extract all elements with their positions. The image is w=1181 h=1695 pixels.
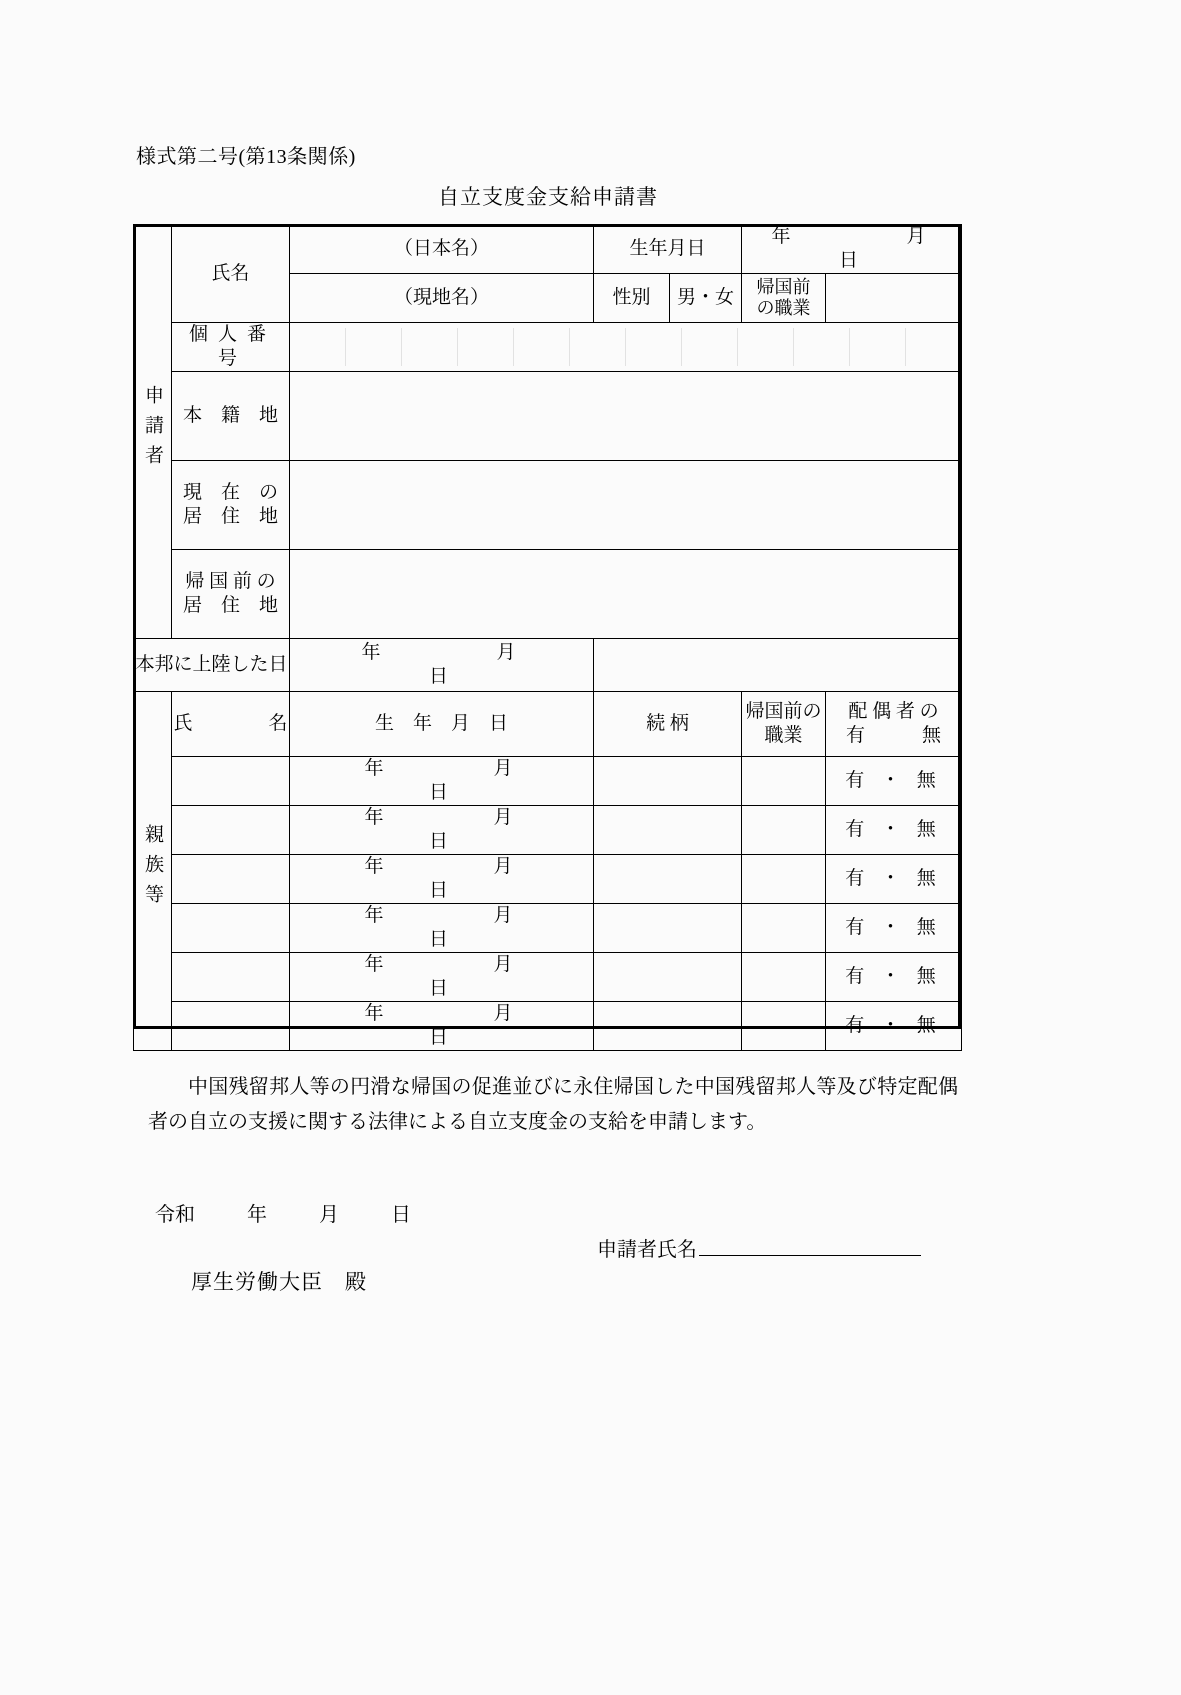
gender-label: 性別 — [612, 287, 651, 309]
arrival-date-label: 本邦に上陸した日 — [135, 653, 288, 675]
relative-name-cell[interactable] — [172, 952, 290, 1001]
table-row — [134, 805, 962, 854]
relative-occupation-cell[interactable] — [742, 952, 826, 1001]
pre-return-residence-label-cell — [172, 549, 290, 638]
date-line — [155, 1198, 411, 1227]
my-number-box[interactable] — [514, 328, 570, 366]
relative-birthdate-cell[interactable] — [290, 1001, 623, 1050]
relative-birthdate: 年 月 日 — [364, 855, 623, 901]
relative-spouse: 有 ・ 無 — [845, 867, 942, 889]
my-number-box[interactable] — [738, 328, 794, 366]
birthdate-value-field[interactable] — [742, 225, 1042, 274]
relatives-col-spouse — [826, 691, 962, 756]
relatives-col-relation — [594, 691, 742, 756]
relative-birthdate-cell[interactable] — [290, 903, 623, 952]
relatives-section-label — [134, 691, 172, 1050]
addressee: 厚生労働大臣 殿 — [191, 1270, 367, 1294]
gender-label-cell — [594, 274, 670, 323]
my-number-box[interactable] — [290, 328, 346, 366]
japanese-name-label: （日本名） — [394, 238, 490, 260]
relative-name-cell[interactable] — [172, 805, 290, 854]
relative-name-cell[interactable] — [172, 756, 290, 805]
row-registered-domicile — [134, 371, 962, 460]
gender-options-cell[interactable] — [670, 274, 742, 323]
table-row — [134, 854, 962, 903]
date-year-label[interactable]: 年 — [247, 1204, 267, 1226]
relative-spouse-cell[interactable] — [826, 805, 962, 854]
current-residence-field[interactable] — [290, 460, 962, 549]
my-number-field[interactable] — [290, 323, 962, 372]
relative-birthdate: 年 月 日 — [364, 904, 623, 950]
my-number-box[interactable] — [906, 328, 961, 366]
current-residence-label-line2: 居 住 地 — [183, 505, 279, 527]
arrival-date-value: 年 月 日 — [361, 641, 632, 687]
birthdate-value: 年 月 日 — [771, 226, 1042, 271]
relative-birthdate-cell[interactable] — [290, 952, 623, 1001]
japanese-name-field[interactable] — [290, 225, 594, 274]
relatives-col-birthdate-text: 生 年 月 日 — [375, 712, 509, 734]
pre-return-occupation-label-line2: の職業 — [756, 298, 811, 318]
relative-spouse-cell[interactable] — [826, 756, 962, 805]
application-table — [133, 224, 1042, 1051]
signature-rule[interactable] — [699, 1237, 921, 1256]
relatives-col-name — [172, 691, 290, 756]
applicant-signature-line — [597, 1233, 921, 1262]
my-number-box[interactable] — [570, 328, 626, 366]
my-number-box[interactable] — [682, 328, 738, 366]
relatives-col-spouse-line1: 配 偶 者 の — [848, 700, 939, 722]
registered-domicile-label: 本 籍 地 — [183, 404, 279, 426]
relative-name-cell[interactable] — [172, 1001, 290, 1050]
era-label: 令和 — [155, 1204, 195, 1226]
my-number-box[interactable] — [346, 328, 402, 366]
relative-spouse: 有 ・ 無 — [845, 916, 942, 938]
table-row — [134, 903, 962, 952]
relative-spouse-cell[interactable] — [826, 952, 962, 1001]
relative-birthdate-cell[interactable] — [290, 805, 623, 854]
relative-spouse-cell[interactable] — [826, 854, 962, 903]
table-row — [134, 756, 962, 805]
relative-occupation-cell[interactable] — [742, 805, 826, 854]
relatives-col-birthdate — [290, 691, 594, 756]
birthdate-label-cell — [594, 225, 742, 274]
registered-domicile-label-cell — [172, 371, 290, 460]
form-code: 様式第二号(第13条関係) — [136, 146, 356, 168]
current-residence-label-line1: 現 在 の — [183, 481, 279, 503]
relative-birthdate-cell[interactable] — [290, 854, 623, 903]
arrival-date-field[interactable] — [290, 638, 632, 691]
row-pre-return-residence — [134, 549, 962, 638]
relative-occupation-cell[interactable] — [742, 854, 826, 903]
name-label: 氏名 — [211, 262, 250, 284]
current-residence-label-cell — [172, 460, 290, 549]
relative-spouse: 有 ・ 無 — [845, 965, 942, 987]
relatives-col-occupation — [742, 691, 826, 756]
relative-name-cell[interactable] — [172, 903, 290, 952]
declaration-text: 中国残留邦人等の円滑な帰国の促進並びに永住帰国した中国残留邦人等及び特定配偶者の自立の支援に関する法律による自立支度金の支給を申請します。 — [148, 1076, 958, 1133]
registered-domicile-field[interactable] — [290, 371, 962, 460]
date-month-label[interactable]: 月 — [319, 1204, 339, 1226]
applicant-section-label — [134, 225, 172, 639]
name-label-cell — [172, 225, 290, 323]
relative-birthdate: 年 月 日 — [364, 953, 623, 999]
table-row — [134, 1001, 962, 1050]
relative-occupation-cell[interactable] — [742, 1001, 826, 1050]
my-number-box[interactable] — [850, 328, 906, 366]
gender-options: 男・女 — [677, 287, 735, 309]
applicant-signature-label: 申請者氏名 — [597, 1239, 697, 1261]
row-my-number — [134, 323, 962, 372]
relatives-header-row — [134, 691, 962, 756]
pre-return-residence-field[interactable] — [290, 549, 962, 638]
relative-occupation-cell[interactable] — [742, 903, 826, 952]
relatives-section-label-text: 親族等 — [142, 824, 163, 915]
pre-return-occupation-label-line1: 帰国前 — [756, 277, 811, 298]
table-row — [134, 952, 962, 1001]
relative-name-cell[interactable] — [172, 854, 290, 903]
relatives-col-occupation-text: 帰国前の職業 — [745, 700, 822, 746]
my-number-label-cell — [172, 323, 290, 372]
birthdate-label: 生年月日 — [629, 238, 706, 260]
relative-birthdate: 年 月 日 — [364, 1002, 623, 1048]
relative-spouse-cell[interactable] — [826, 1001, 962, 1050]
pre-return-residence-label-line2: 居 住 地 — [183, 594, 279, 616]
relative-birthdate: 年 月 日 — [364, 757, 623, 803]
pre-return-residence-label-line1: 帰 国 前 の — [185, 570, 276, 592]
local-name-field[interactable] — [290, 274, 594, 323]
my-number-box[interactable] — [626, 328, 682, 366]
my-number-boxes[interactable] — [290, 328, 961, 366]
relative-spouse-cell[interactable] — [826, 903, 962, 952]
my-number-box[interactable] — [458, 328, 514, 366]
my-number-label: 個人番号 — [189, 324, 277, 369]
relative-spouse: 有 ・ 無 — [845, 818, 942, 840]
row-japanese-name — [134, 225, 962, 274]
my-number-box[interactable] — [402, 328, 458, 366]
row-arrival-date — [134, 638, 962, 691]
relative-spouse: 有 ・ 無 — [845, 769, 942, 791]
pre-return-occupation-label-cell — [742, 274, 826, 323]
date-day-label[interactable]: 日 — [391, 1204, 411, 1226]
relative-birthdate-cell[interactable] — [290, 756, 623, 805]
relatives-col-name-text: 氏 名 — [173, 712, 288, 734]
my-number-box[interactable] — [794, 328, 850, 366]
relative-occupation-cell[interactable] — [742, 756, 826, 805]
relative-spouse: 有 ・ 無 — [845, 1014, 942, 1036]
arrival-date-label-cell — [134, 638, 290, 691]
arrival-date-extra-cell[interactable] — [594, 638, 962, 691]
relative-birthdate: 年 月 日 — [364, 806, 623, 852]
local-name-label: （現地名） — [394, 287, 490, 309]
relatives-col-spouse-line2: 有 無 — [846, 724, 942, 746]
pre-return-occupation-field[interactable] — [826, 274, 962, 323]
relatives-col-relation-text: 続 柄 — [646, 712, 689, 734]
applicant-section-label-text: 申請者 — [142, 384, 163, 475]
row-current-residence — [134, 460, 962, 549]
page-title: 自立支度金支給申請書 — [438, 185, 658, 209]
